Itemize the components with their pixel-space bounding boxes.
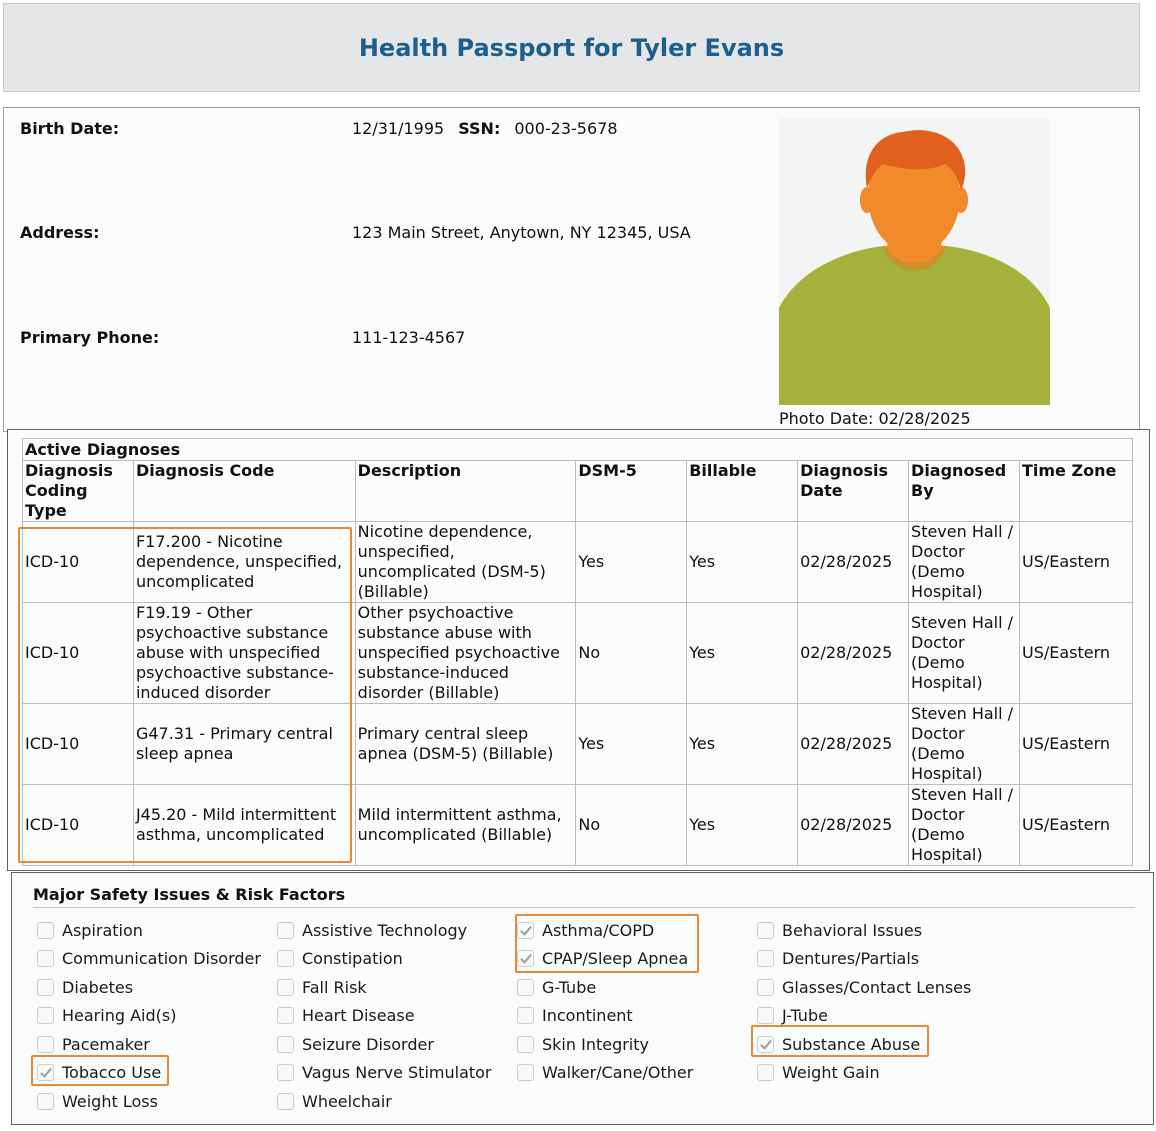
unchecked-box-icon[interactable] (757, 1064, 774, 1081)
patient-photo (779, 118, 1050, 405)
unchecked-box-icon[interactable] (757, 950, 774, 967)
unchecked-box-icon[interactable] (757, 979, 774, 996)
table-row (23, 704, 1133, 785)
unchecked-box-icon[interactable] (277, 1036, 294, 1053)
coding-type-cell: ICD-10 (23, 785, 134, 866)
risk-factor-label: Substance Abuse (782, 1034, 921, 1054)
unchecked-box-icon[interactable] (37, 1093, 54, 1110)
risk-factor-label: Pacemaker (62, 1034, 150, 1054)
risk-factor-label: Wheelchair (302, 1091, 392, 1111)
risk-factor-label: Aspiration (62, 920, 143, 940)
risk-factor-checkbox[interactable] (757, 1061, 880, 1083)
risk-factor-label: G-Tube (542, 977, 597, 997)
unchecked-box-icon[interactable] (517, 1007, 534, 1024)
diagnosis-code-cell: G47.31 - Primary central sleep apnea (133, 704, 355, 785)
risk-factor-label: Weight Gain (782, 1062, 880, 1082)
unchecked-box-icon[interactable] (277, 950, 294, 967)
table-row (23, 522, 1133, 603)
risk-factor-label: Fall Risk (302, 977, 367, 997)
column-header: Diagnosis Coding Type (23, 461, 134, 522)
risk-factor-checkbox[interactable] (517, 947, 688, 969)
diagnosis-date-cell: 02/28/2025 (798, 603, 909, 704)
risk-factor-checkbox[interactable] (37, 947, 261, 969)
risk-factor-label: Walker/Cane/Other (542, 1062, 694, 1082)
risk-factor-checkbox[interactable] (277, 1061, 492, 1083)
diagnosis-date-cell: 02/28/2025 (798, 704, 909, 785)
billable-cell: Yes (687, 704, 798, 785)
dsm5-cell: Yes (576, 522, 687, 603)
column-header: DSM-5 (576, 461, 687, 522)
unchecked-box-icon[interactable] (277, 922, 294, 939)
diagnosis-code-cell: F19.19 - Other psychoactive substance abuse with unspecified psychoactive substance-induced disorder (133, 603, 355, 704)
diagnoses-header-row (23, 461, 1133, 522)
risk-factor-label: CPAP/Sleep Apnea (542, 948, 689, 968)
diagnosed-by-cell: Steven Hall / Doctor (Demo Hospital) (909, 704, 1020, 785)
unchecked-box-icon[interactable] (277, 1007, 294, 1024)
phone-value: 111-123-4567 (352, 328, 466, 347)
description-cell: Primary central sleep apnea (DSM-5) (Billable) (355, 704, 576, 785)
diagnoses-caption: Active Diagnoses (23, 439, 1133, 461)
risk-factor-checkbox[interactable] (37, 1004, 176, 1026)
risk-factor-checkbox[interactable] (757, 947, 919, 969)
unchecked-box-icon[interactable] (277, 1064, 294, 1081)
risk-factor-checkbox[interactable] (37, 1033, 150, 1055)
diagnosis-code-cell: F17.200 - Nicotine dependence, unspecified, uncomplicated (133, 522, 355, 603)
risk-factor-label: Tobacco Use (62, 1062, 162, 1082)
risk-factor-label: Communication Disorder (62, 948, 261, 968)
risk-factor-label: Incontinent (542, 1005, 633, 1025)
risk-factor-label: Dentures/Partials (782, 948, 920, 968)
risk-factor-label: J-Tube (782, 1005, 828, 1025)
photo-date: Photo Date: 02/28/2025 (779, 409, 971, 428)
birth-date-value: 12/31/1995 (352, 119, 445, 138)
risk-factor-label: Weight Loss (62, 1091, 158, 1111)
risk-factor-label: Diabetes (62, 977, 134, 997)
risk-factor-checkbox[interactable] (757, 1033, 920, 1055)
patient-info-panel (3, 107, 1140, 432)
column-header: Diagnosis Date (798, 461, 909, 522)
unchecked-box-icon[interactable] (37, 950, 54, 967)
risk-factor-checkbox[interactable] (517, 919, 654, 941)
risk-factor-checkbox[interactable] (277, 947, 403, 969)
risk-factor-label: Constipation (302, 948, 403, 968)
diagnosed-by-cell: Steven Hall / Doctor (Demo Hospital) (909, 522, 1020, 603)
unchecked-box-icon[interactable] (517, 1036, 534, 1053)
billable-cell: Yes (687, 603, 798, 704)
risk-factor-label: Asthma/COPD (542, 920, 655, 940)
column-header: Time Zone (1019, 461, 1132, 522)
time-zone-cell: US/Eastern (1019, 785, 1132, 866)
dsm5-cell: No (576, 603, 687, 704)
risk-factor-checkbox[interactable] (37, 1061, 161, 1083)
checked-box-icon[interactable] (517, 950, 534, 967)
column-header: Diagnosed By (909, 461, 1020, 522)
risk-factor-label: Vagus Nerve Stimulator (302, 1062, 492, 1082)
safety-title: Major Safety Issues & Risk Factors (33, 885, 1135, 908)
description-cell: Mild intermittent asthma, uncomplicated (Billable) (355, 785, 576, 866)
risk-factor-checkbox[interactable] (757, 919, 922, 941)
diagnosis-date-cell: 02/28/2025 (798, 785, 909, 866)
table-row (23, 785, 1133, 866)
diagnosis-date-cell: 02/28/2025 (798, 522, 909, 603)
unchecked-box-icon[interactable] (37, 1036, 54, 1053)
time-zone-cell: US/Eastern (1019, 603, 1132, 704)
risk-factor-checkbox[interactable] (277, 1004, 415, 1026)
risk-factor-checkbox[interactable] (277, 919, 467, 941)
unchecked-box-icon[interactable] (517, 1064, 534, 1081)
ssn-value: 000-23-5678 (514, 119, 618, 138)
unchecked-box-icon[interactable] (757, 1007, 774, 1024)
coding-type-cell: ICD-10 (23, 522, 134, 603)
ssn-label: SSN: (458, 119, 501, 138)
table-row (23, 603, 1133, 704)
description-cell: Nicotine dependence, unspecified, uncomplicated (DSM-5) (Billable) (355, 522, 576, 603)
risk-factor-checkbox[interactable] (277, 1090, 392, 1112)
time-zone-cell: US/Eastern (1019, 704, 1132, 785)
unchecked-box-icon[interactable] (37, 979, 54, 996)
phone-label: Primary Phone: (20, 328, 160, 347)
risk-factor-label: Skin Integrity (542, 1034, 649, 1054)
unchecked-box-icon[interactable] (37, 922, 54, 939)
address-label: Address: (20, 223, 100, 242)
column-header: Billable (687, 461, 798, 522)
risk-factor-checkbox[interactable] (517, 976, 596, 998)
risk-factor-checkbox[interactable] (757, 1004, 828, 1026)
risk-factor-label: Hearing Aid(s) (62, 1005, 177, 1025)
risk-factor-checkbox[interactable] (517, 1061, 693, 1083)
risk-factor-label: Seizure Disorder (302, 1034, 434, 1054)
checked-box-icon[interactable] (37, 1064, 54, 1081)
billable-cell: Yes (687, 522, 798, 603)
safety-issues-panel (11, 872, 1154, 1125)
active-diagnoses-panel (7, 429, 1150, 871)
diagnosis-code-cell: J45.20 - Mild intermittent asthma, uncomplicated (133, 785, 355, 866)
checked-box-icon[interactable] (757, 1036, 774, 1053)
risk-factor-label: Glasses/Contact Lenses (782, 977, 972, 997)
risk-factor-checkbox[interactable] (277, 976, 367, 998)
description-cell: Other psychoactive substance abuse with unspecified psychoactive substance-induced disorder (Billable) (355, 603, 576, 704)
page-title: Health Passport for Tyler Evans (358, 33, 785, 62)
birth-date-label: Birth Date: (20, 119, 120, 138)
unchecked-box-icon[interactable] (37, 1007, 54, 1024)
risk-factor-checkbox[interactable] (277, 1033, 434, 1055)
diagnoses-table (22, 438, 1133, 866)
column-header: Diagnosis Code (133, 461, 355, 522)
address-value: 123 Main Street, Anytown, NY 12345, USA (352, 223, 691, 242)
risk-factor-label: Assistive Technology (302, 920, 468, 940)
risk-factor-label: Heart Disease (302, 1005, 415, 1025)
unchecked-box-icon[interactable] (757, 922, 774, 939)
risk-factor-checkbox[interactable] (37, 1090, 158, 1112)
risk-factor-checkbox[interactable] (37, 976, 133, 998)
column-header: Description (355, 461, 576, 522)
time-zone-cell: US/Eastern (1019, 522, 1132, 603)
unchecked-box-icon[interactable] (277, 979, 294, 996)
coding-type-cell: ICD-10 (23, 603, 134, 704)
risk-factor-checkbox[interactable] (517, 1004, 633, 1026)
dsm5-cell: No (576, 785, 687, 866)
diagnosed-by-cell: Steven Hall / Doctor (Demo Hospital) (909, 785, 1020, 866)
risk-factor-checkbox[interactable] (37, 919, 143, 941)
checked-box-icon[interactable] (517, 922, 534, 939)
person-avatar-icon (779, 118, 1050, 405)
page-header (3, 3, 1140, 92)
birth-date-row (352, 119, 618, 138)
coding-type-cell: ICD-10 (23, 704, 134, 785)
risk-factor-checkbox[interactable] (517, 1033, 649, 1055)
unchecked-box-icon[interactable] (277, 1093, 294, 1110)
dsm5-cell: Yes (576, 704, 687, 785)
risk-factor-checkbox[interactable] (757, 976, 971, 998)
diagnosed-by-cell: Steven Hall / Doctor (Demo Hospital) (909, 603, 1020, 704)
unchecked-box-icon[interactable] (517, 979, 534, 996)
risk-factor-label: Behavioral Issues (782, 920, 923, 940)
billable-cell: Yes (687, 785, 798, 866)
